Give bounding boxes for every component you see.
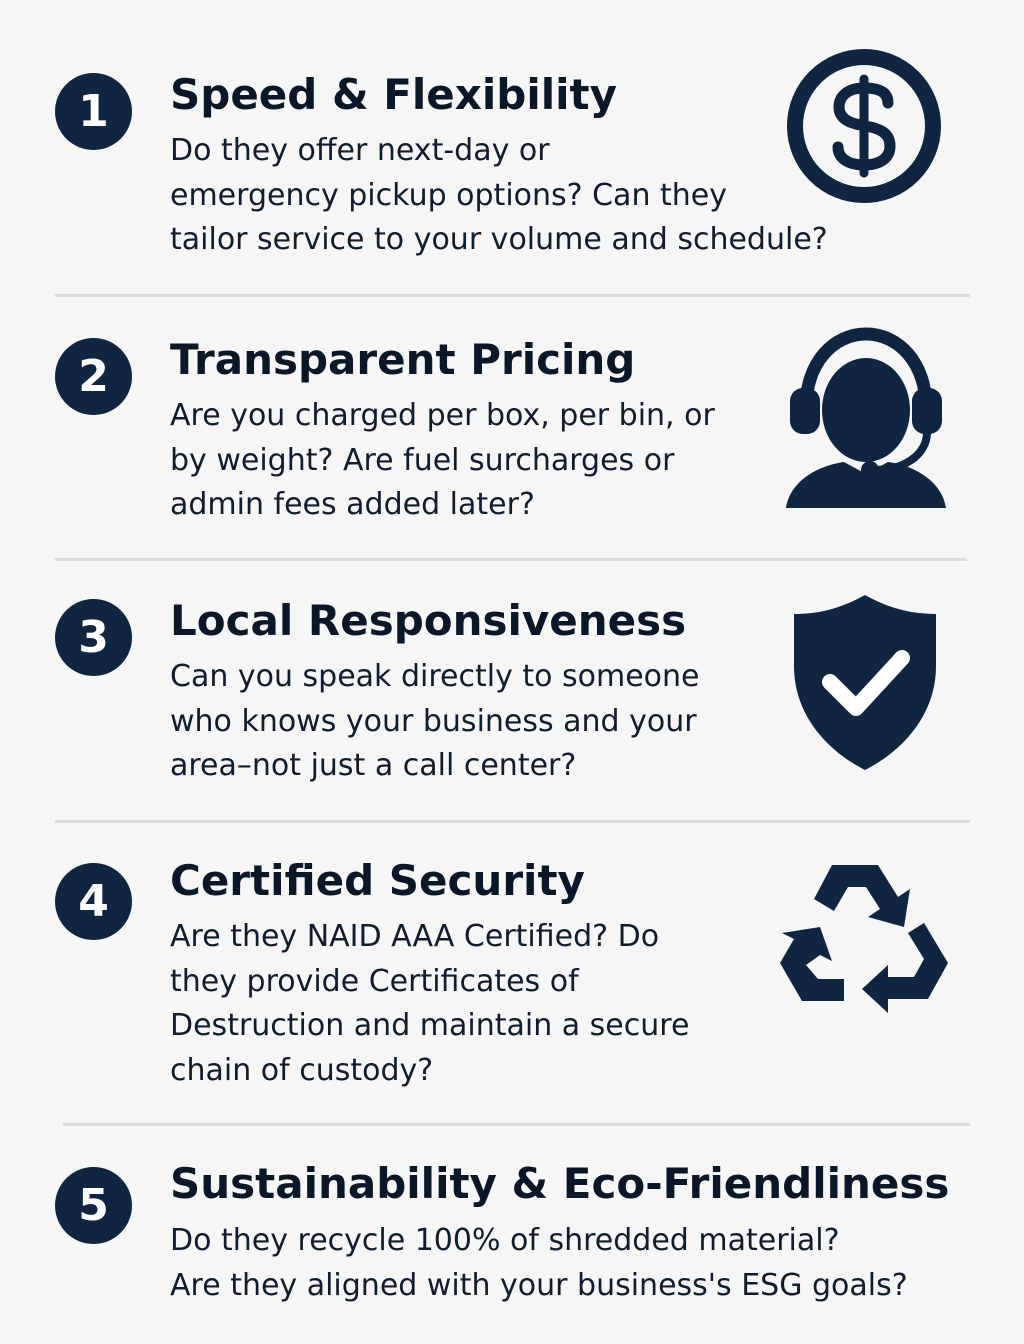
item-title: Certified Security — [170, 856, 585, 905]
number-badge: 4 — [55, 863, 132, 940]
item-description — [170, 129, 828, 263]
number-badge: 5 — [55, 1167, 132, 1244]
number-badge: 2 — [55, 338, 132, 415]
description-line: by weight? Are fuel surcharges or — [170, 442, 675, 478]
item-description — [170, 394, 715, 528]
description-line: chain of custody? — [170, 1052, 434, 1088]
description-line: Are you charged per box, per bin, or — [170, 398, 715, 433]
item-title: Sustainability & Eco-Friendliness — [170, 1159, 950, 1208]
dollar-sign-circle-icon — [784, 46, 944, 206]
recycle-icon — [774, 853, 954, 1029]
item-title: Transparent Pricing — [170, 335, 636, 384]
item-title: Speed & Flexibility — [170, 70, 617, 119]
description-line: Do they recycle 100% of shredded material? — [170, 1223, 840, 1258]
description-line: admin fees added later? — [170, 487, 535, 522]
number-badge: 1 — [55, 73, 132, 150]
headset-support-agent-icon — [782, 324, 950, 512]
item-description — [170, 655, 700, 789]
description-line: emergency pickup options? Can they — [170, 177, 727, 213]
description-line: Do they offer next-day or — [170, 133, 550, 168]
description-line: tailor service to your volume and schedule? — [170, 222, 828, 257]
item-title: Local Responsiveness — [170, 596, 687, 645]
shield-check-icon — [792, 592, 938, 772]
section-divider — [55, 294, 970, 297]
description-line: Are they NAID AAA Certified? Do — [170, 919, 660, 954]
description-line: Can you speak directly to someone — [170, 659, 700, 694]
section-divider — [55, 558, 967, 561]
description-line: Destruction and maintain a secure — [170, 1008, 690, 1043]
description-line: they provide Certificates of — [170, 963, 579, 999]
section-divider — [55, 820, 970, 823]
item-description — [170, 915, 689, 1093]
item-description — [170, 1219, 908, 1308]
description-line: area–not just a call center? — [170, 748, 577, 783]
description-line: Are they aligned with your business's ESG goals? — [170, 1267, 908, 1303]
description-line: who knows your business and your — [170, 703, 697, 739]
number-badge: 3 — [55, 599, 132, 676]
section-divider — [63, 1123, 970, 1126]
